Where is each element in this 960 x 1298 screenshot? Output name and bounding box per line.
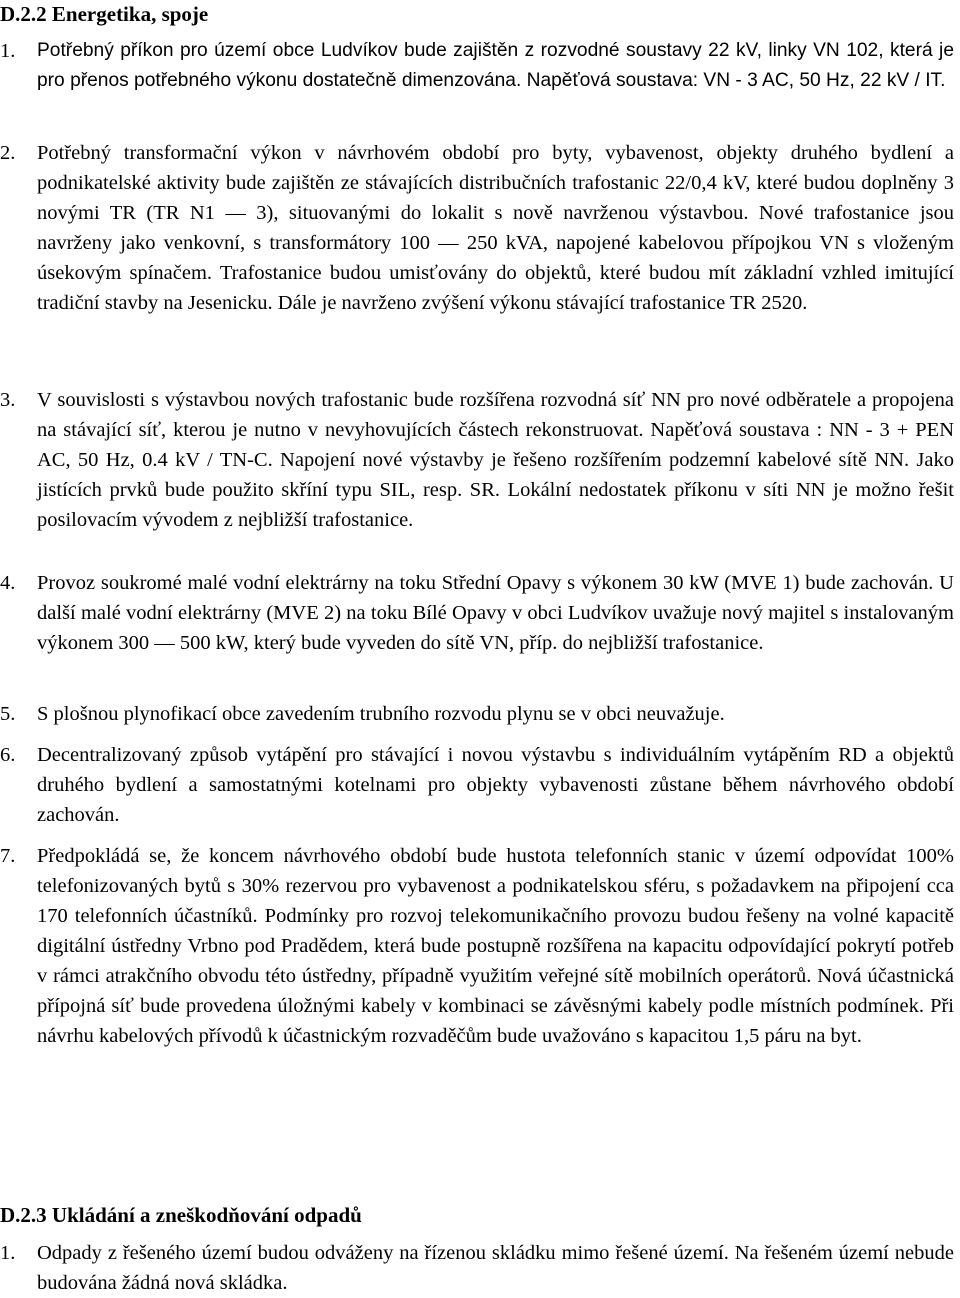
item-number: 1. xyxy=(0,1242,16,1264)
item-text: S plošnou plynofikací obce zavedením trubního rozvodu plynu se v obci neuvažuje. xyxy=(37,703,725,725)
item-number: 7. xyxy=(0,845,16,867)
list-item-energy-6 xyxy=(0,740,954,830)
item-number: 5. xyxy=(0,703,16,725)
list-item-energy-1 xyxy=(0,36,954,96)
item-number: 2. xyxy=(0,142,16,164)
item-text: Decentralizovaný způsob vytápění pro stávající i novou výstavbu s individuálním vytápěním RD a objektů druhého bydlení a samostatnými kotelnami pro objekty vybavenosti zůstane během návrhového období zachován. xyxy=(37,744,954,826)
list-item-energy-5 xyxy=(0,699,954,729)
item-text: Potřebný transformační výkon v návrhovém období pro byty, vybavenost, objekty druhého bydlení a podnikatelské aktivity bude zajištěn ze stávajících distribučních trafostanic 22/0,4 kV, které budou doplněny 3 novými TR (TR N1 — 3), situovanými do lokalit s nově navrženou výstavbou. Nové trafostanice jsou navrženy jako venkovní, s transformátory 100 — 250 kVA, napojené kabelovou přípojkou VN s vloženým úsekovým spínačem. Trafostanice budou umisťovány do objektů, které budou mít základní vzhled imitující tradiční stavby na Jesenicku. Dále je navrženo zvýšení výkonu stávající trafostanice TR 2520. xyxy=(37,142,954,314)
item-text: Potřebný příkon pro území obce Ludvíkov bude zajištěn z rozvodné soustavy 22 kV, linky VN 102, která je pro přenos potřebného výkonu dostatečně dimenzována. Napěťová soustava: VN - 3 AC, 50 Hz, 22 kV / IT. xyxy=(37,40,954,91)
item-text: Předpokládá se, že koncem návrhového období bude hustota telefonních stanic v území odpovídat 100% telefonizovaných bytů s 30% rezervou pro vybavenost a podnikatelskou sféru, s požadavkem na připojení cca 170 telefonních účastníků. Podmínky pro rozvoj telekomunikačního provozu budou řešeny na volné kapacitě digitální ústředny Vrbno pod Pradědem, která bude postupně rozšířena na kapacitu odpovídající pokrytí potřeb v rámci atrakčního obvodu této ústředny, případně využitím veřejné sítě mobilních operátorů. Nová účastnická přípojná síť bude provedena úložnými kabely v kombinaci se závěsnými kabely podle místních podmínek. Při návrhu kabelových přívodů k účastnickým rozvaděčům bude uvažováno s kapacitou 1,5 páru na byt. xyxy=(37,845,954,1047)
list-item-energy-2 xyxy=(0,138,954,318)
list-item-waste-1 xyxy=(0,1238,954,1298)
item-number: 4. xyxy=(0,572,16,594)
list-item-energy-3 xyxy=(0,385,954,535)
section-heading-energy: D.2.2 Energetika, spoje xyxy=(0,2,209,26)
item-text: V souvislosti s výstavbou nových trafostanic bude rozšířena rozvodná síť NN pro nové odběratele a propojena na stávající síť, kterou je nutno v nevyhovujících částech rekonstruovat. Napěťová soustava : NN - 3 + PEN AC, 50 Hz, 0.4 kV / TN-C. Napojení nové výstavby je řešeno rozšířením podzemní kabelové sítě NN. Jako jistících prvků bude použito skříní typu SIL, resp. SR. Lokální nedostatek příkonu v síti NN je možno řešit posilovacím vývodem z nejbližší trafostanice. xyxy=(37,389,954,531)
list-item-energy-7 xyxy=(0,841,954,1051)
item-text: Odpady z řešeného území budou odváženy na řízenou skládku mimo řešené území. Na řešeném území nebude budována žádná nová skládka. xyxy=(37,1242,954,1294)
item-number: 1. xyxy=(0,40,16,62)
section-heading-waste: D.2.3 Ukládání a zneškodňování odpadů xyxy=(0,1203,362,1227)
list-item-energy-4 xyxy=(0,568,954,658)
item-number: 6. xyxy=(0,744,16,766)
item-text: Provoz soukromé malé vodní elektrárny na toku Střední Opavy s výkonem 30 kW (MVE 1) bude zachován. U další malé vodní elektrárny (MVE 2) na toku Bílé Opavy v obci Ludvíkov uvažuje nový majitel s instalovaným výkonem 300 — 500 kW, který bude vyveden do sítě VN, příp. do nejbližší trafostanice. xyxy=(37,572,954,654)
item-number: 3. xyxy=(0,389,16,411)
